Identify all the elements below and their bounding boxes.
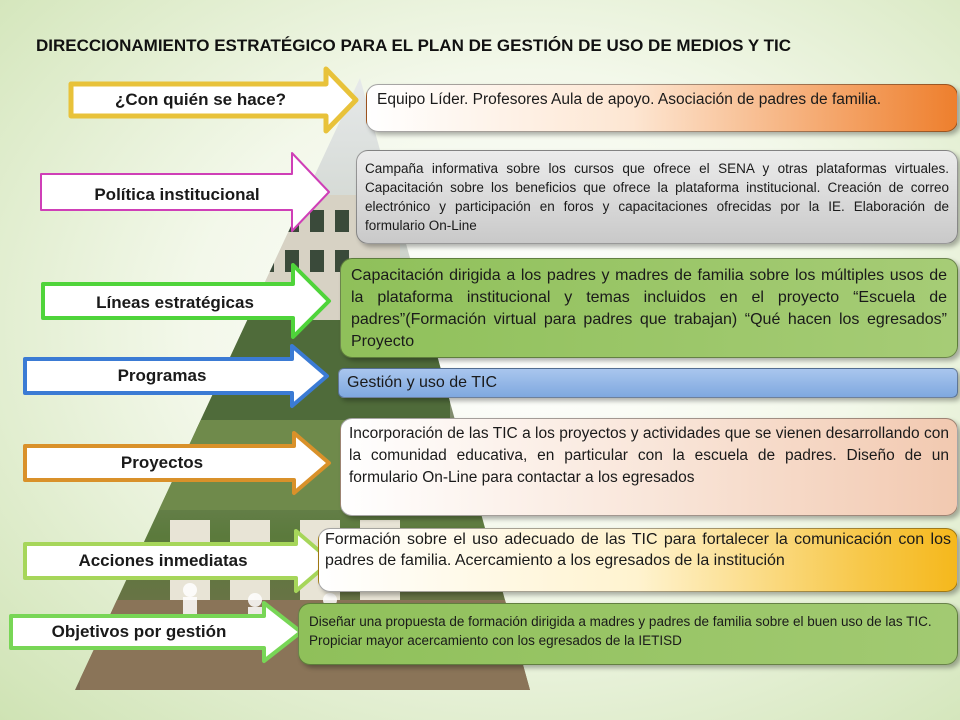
row-label: Política institucional	[94, 185, 260, 204]
arrow-politica	[38, 150, 332, 234]
arrow-proyectos	[22, 430, 332, 496]
arrow-acciones	[22, 528, 334, 594]
text-box-objetivos: Diseñar una propuesta de formación dirigida a madres y padres de familia sobre el buen uso de las TIC. Propiciar mayor acercamiento con los egresados de la IETISD	[298, 603, 958, 665]
text-box-politica: Campaña informativa sobre los cursos que ofrece el SENA y otras plataformas virtuales. Capacitación sobre los beneficios que ofrece la plataforma institucional. Creación de correo electrónico y participación en foros y capacitaciones ofrecidas por la IE. Elaboración de formulario On-Line	[356, 150, 958, 244]
text-box-lineas: Capacitación dirigida a los padres y madres de familia sobre los múltiples usos de la plataforma institucional y temas incluidos en el proyecto “Escuela de padres”(Formación virtual para padres que trabajan) “Qué hacen los egresados” Proyecto	[340, 258, 958, 358]
arrow-programas	[22, 343, 330, 409]
row-label: Programas	[117, 366, 207, 385]
text-box-proyectos: Incorporación de las TIC a los proyectos y actividades que se vienen desarrollando con la comunidad educativa, en particular con la escuela de padres. Diseño de un formulario On-Line para contactar a los egresados	[340, 418, 958, 516]
row-label: Objetivos por gestión	[51, 622, 227, 641]
row-label: Líneas estratégicas	[96, 293, 254, 312]
arrow-con-quien	[68, 66, 358, 134]
arrow-lineas	[40, 262, 332, 340]
row-label: Acciones inmediatas	[78, 551, 248, 570]
text-box-con-quien: Equipo Líder. Profesores Aula de apoyo. Asociación de padres de familia.	[366, 84, 958, 132]
text-box-programas: Gestión y uso de TIC	[338, 368, 958, 398]
text-box-acciones: Formación sobre el uso adecuado de las TIC para fortalecer la comunicación con los padres de familia. Acercamiento a los egresados de la institución	[318, 528, 958, 592]
arrow-objetivos	[8, 600, 304, 664]
page-title: DIRECCIONAMIENTO ESTRATÉGICO PARA EL PLAN DE GESTIÓN DE USO DE MEDIOS Y TIC	[36, 36, 792, 55]
row-label: ¿Con quién se hace?	[115, 90, 286, 109]
row-label: Proyectos	[120, 453, 204, 472]
